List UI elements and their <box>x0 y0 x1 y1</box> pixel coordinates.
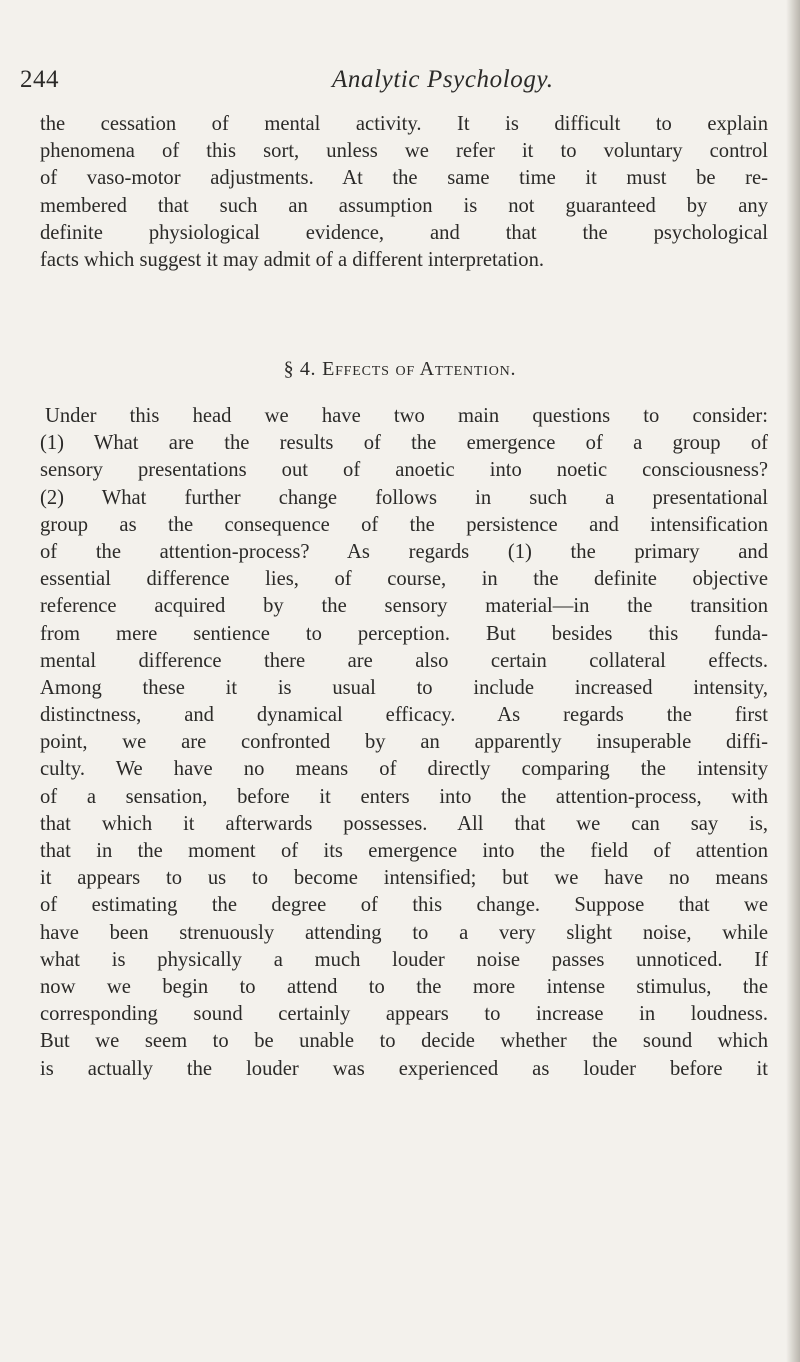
section-title: Effects of Attention. <box>322 358 517 380</box>
text-line: now we begin to attend to the more intense stimulus, the <box>40 975 768 998</box>
text-line: phenomena of this sort, unless we refer it to voluntary control <box>40 140 768 163</box>
text-line: of estimating the degree of this change. Suppose that we <box>40 894 768 917</box>
paragraph-1 <box>40 111 768 274</box>
text-line: point, we are confronted by an apparently insuperable diffi- <box>40 731 768 754</box>
section-number: § 4. <box>283 358 317 380</box>
page-edge-shadow <box>786 0 800 1362</box>
text-line: corresponding sound certainly appears to increase in loudness. <box>40 1003 768 1026</box>
text-line: that which it afterwards possesses. All that we can say is, <box>40 812 768 835</box>
section-heading <box>0 354 800 384</box>
text-line: what is physically a much louder noise passes unnoticed. If <box>40 948 768 971</box>
text-line: of a sensation, before it enters into the attention-process, with <box>40 785 768 808</box>
text-line: mental difference there are also certain collateral effects. <box>40 649 768 672</box>
text-line: (2) What further change follows in such a presentational <box>40 486 768 509</box>
text-line: But we seem to be unable to decide whether the sound which <box>40 1030 768 1053</box>
text-line: of vaso-motor adjustments. At the same time it must be re- <box>40 167 768 190</box>
text-line: definite physiological evidence, and that the psychological <box>40 221 768 244</box>
text-line: distinctness, and dynamical efficacy. As regards the first <box>40 704 768 727</box>
running-head <box>20 66 760 96</box>
text-line: Among these it is usual to include increased intensity, <box>40 676 768 699</box>
text-line: essential difference lies, of course, in the definite objective <box>40 568 768 591</box>
paragraph-2 <box>40 403 768 1083</box>
text-line: culty. We have no means of directly comparing the intensity <box>40 758 768 781</box>
text-line: it appears to us to become intensified; but we have no means <box>40 867 768 890</box>
text-line: group as the consequence of the persistence and intensification <box>40 513 768 536</box>
text-line: the cessation of mental activity. It is difficult to explain <box>40 113 768 135</box>
text-line: reference acquired by the sensory material—in the transition <box>40 595 768 618</box>
text-line: (1) What are the results of the emergence of a group of <box>40 432 768 455</box>
text-line: Under this head we have two main questions to consider: <box>45 405 768 427</box>
text-line: membered that such an assumption is not guaranteed by any <box>40 194 768 217</box>
text-line: of the attention-process? As regards (1) the primary and <box>40 540 768 563</box>
text-line: is actually the louder was experienced as louder before it <box>40 1057 768 1080</box>
text-line: have been strenuously attending to a very slight noise, while <box>40 921 768 944</box>
text-line: sensory presentations out of anoetic into noetic consciousness? <box>40 459 768 482</box>
running-title: Analytic Psychology. <box>332 66 554 93</box>
page-number: 244 <box>20 66 59 93</box>
text-line: facts which suggest it may admit of a different interpretation. <box>40 248 545 271</box>
text-line: from mere sentience to perception. But besides this funda- <box>40 622 768 645</box>
text-line: that in the moment of its emergence into the field of attention <box>40 840 768 862</box>
